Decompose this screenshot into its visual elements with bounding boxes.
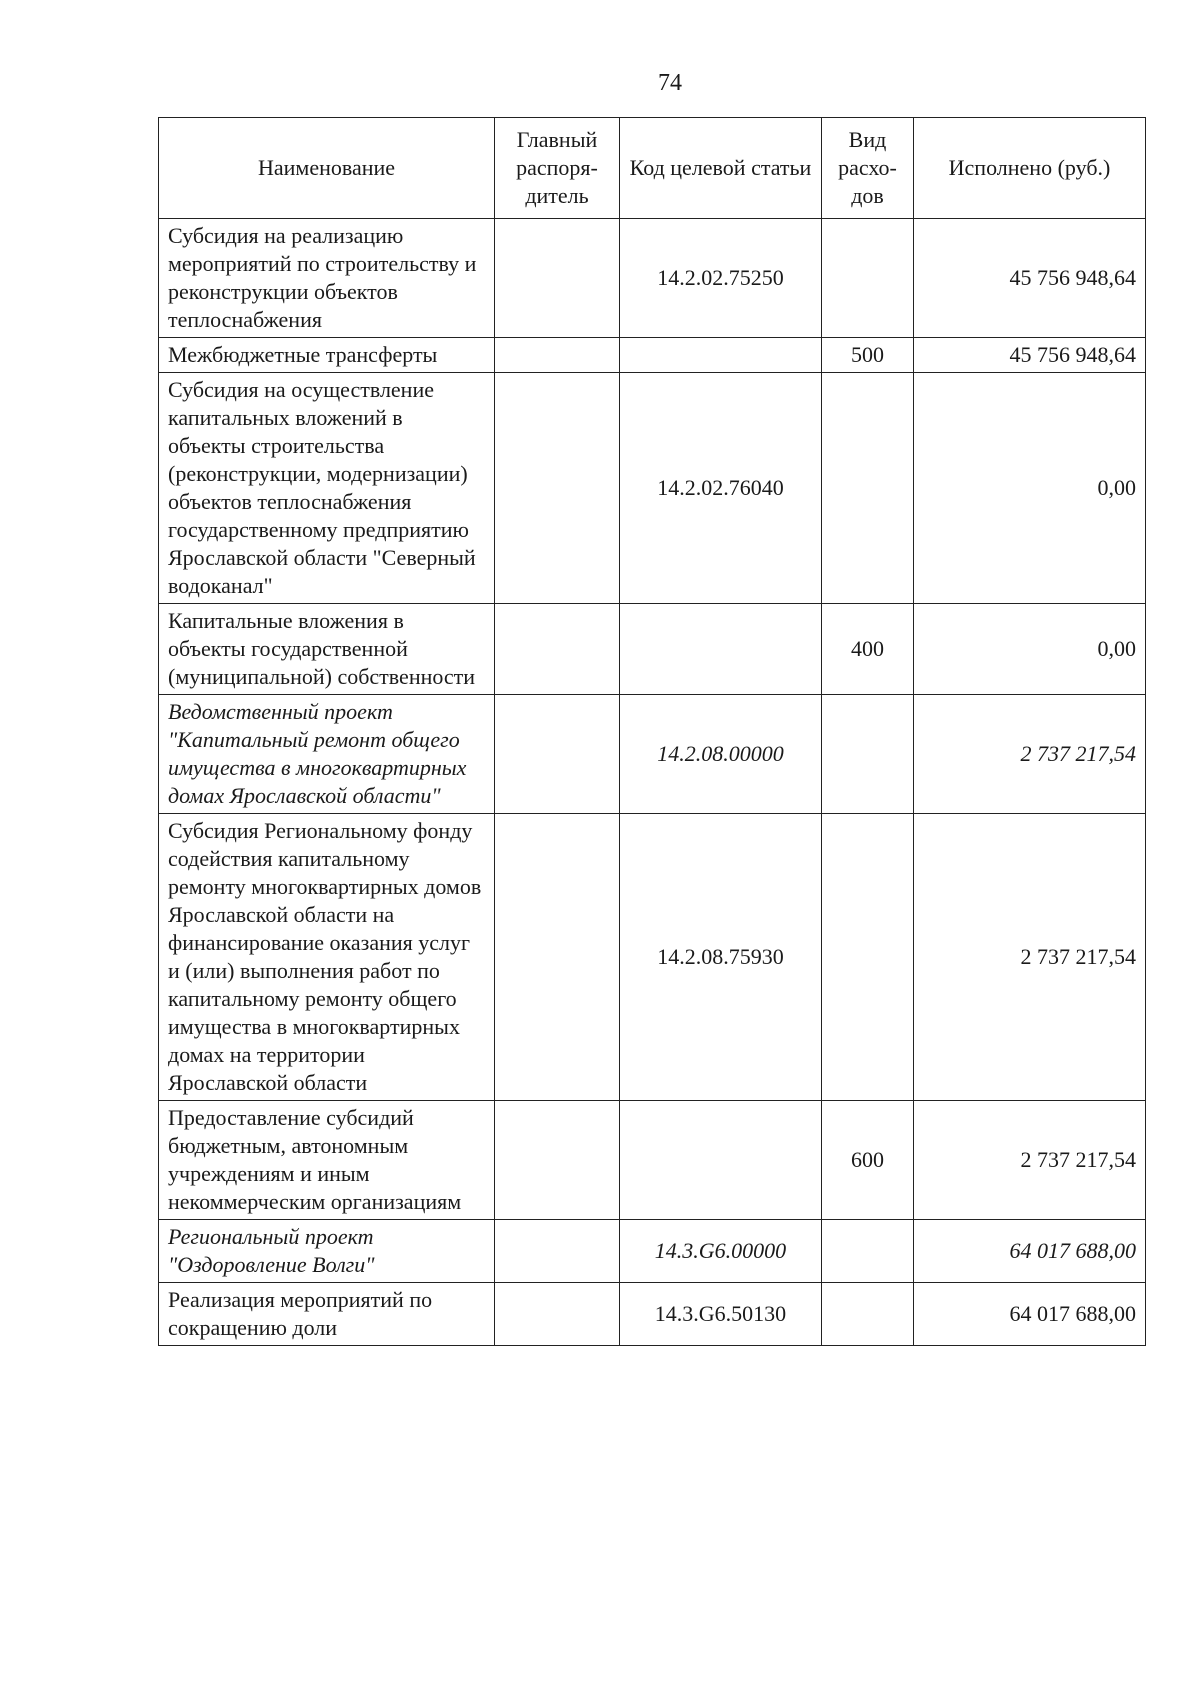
cell-type: 500 bbox=[822, 338, 914, 373]
header-manager: Главный распоря-дитель bbox=[495, 118, 620, 219]
cell-manager bbox=[495, 604, 620, 695]
cell-amount: 0,00 bbox=[914, 604, 1146, 695]
cell-name: Региональный проект "Оздоровление Волги" bbox=[159, 1220, 495, 1283]
cell-amount: 2 737 217,54 bbox=[914, 814, 1146, 1101]
cell-amount: 2 737 217,54 bbox=[914, 695, 1146, 814]
cell-type bbox=[822, 1283, 914, 1346]
cell-type: 400 bbox=[822, 604, 914, 695]
cell-name: Капитальные вложения в объекты государственной (муниципальной) собственности bbox=[159, 604, 495, 695]
budget-table bbox=[158, 117, 1146, 1346]
table-row bbox=[159, 1283, 1146, 1346]
cell-code bbox=[620, 1101, 822, 1220]
cell-name: Реализация мероприятий по сокращению доли bbox=[159, 1283, 495, 1346]
cell-manager bbox=[495, 373, 620, 604]
cell-code: 14.2.02.75250 bbox=[620, 219, 822, 338]
table-row bbox=[159, 1220, 1146, 1283]
cell-code: 14.2.08.00000 bbox=[620, 695, 822, 814]
header-name: Наименование bbox=[159, 118, 495, 219]
cell-amount: 45 756 948,64 bbox=[914, 219, 1146, 338]
cell-amount: 64 017 688,00 bbox=[914, 1283, 1146, 1346]
cell-code bbox=[620, 604, 822, 695]
cell-manager bbox=[495, 695, 620, 814]
cell-name: Межбюджетные трансферты bbox=[159, 338, 495, 373]
cell-name: Ведомственный проект "Капитальный ремонт общего имущества в многоквартирных домах Ярославской области" bbox=[159, 695, 495, 814]
cell-type bbox=[822, 373, 914, 604]
cell-code: 14.2.08.75930 bbox=[620, 814, 822, 1101]
cell-type bbox=[822, 695, 914, 814]
cell-type bbox=[822, 1220, 914, 1283]
cell-manager bbox=[495, 338, 620, 373]
header-amount: Исполнено (руб.) bbox=[914, 118, 1146, 219]
cell-code: 14.3.G6.50130 bbox=[620, 1283, 822, 1346]
header-type: Вид расхо-дов bbox=[822, 118, 914, 219]
table-row bbox=[159, 1101, 1146, 1220]
cell-manager bbox=[495, 219, 620, 338]
cell-code: 14.3.G6.00000 bbox=[620, 1220, 822, 1283]
cell-type bbox=[822, 219, 914, 338]
table-row bbox=[159, 695, 1146, 814]
table-row bbox=[159, 604, 1146, 695]
table-body bbox=[159, 219, 1146, 1346]
cell-manager bbox=[495, 1283, 620, 1346]
cell-type bbox=[822, 814, 914, 1101]
cell-amount: 45 756 948,64 bbox=[914, 338, 1146, 373]
page-number: 74 bbox=[658, 70, 682, 96]
table-row bbox=[159, 219, 1146, 338]
cell-manager bbox=[495, 814, 620, 1101]
cell-type: 600 bbox=[822, 1101, 914, 1220]
table-row bbox=[159, 814, 1146, 1101]
cell-name: Предоставление субсидий бюджетным, автономным учреждениям и иным некоммерческим организациям bbox=[159, 1101, 495, 1220]
cell-name: Субсидия Региональному фонду содействия капитальному ремонту многоквартирных домов Ярославской области на финансирование оказания услуг и (или) выполнения работ по капитальному ремонту общего имущества в многоквартирных домах на территории Ярославской области bbox=[159, 814, 495, 1101]
cell-code bbox=[620, 338, 822, 373]
header-code: Код целевой статьи bbox=[620, 118, 822, 219]
cell-amount: 0,00 bbox=[914, 373, 1146, 604]
cell-amount: 64 017 688,00 bbox=[914, 1220, 1146, 1283]
cell-name: Субсидия на осуществление капитальных вложений в объекты строительства (реконструкции, модернизации) объектов теплоснабжения государственному предприятию Ярославской области "Северный водоканал" bbox=[159, 373, 495, 604]
table-row bbox=[159, 338, 1146, 373]
cell-amount: 2 737 217,54 bbox=[914, 1101, 1146, 1220]
cell-manager bbox=[495, 1101, 620, 1220]
table-header-row bbox=[159, 118, 1146, 219]
table-row bbox=[159, 373, 1146, 604]
cell-manager bbox=[495, 1220, 620, 1283]
cell-name: Субсидия на реализацию мероприятий по строительству и реконструкции объектов теплоснабжения bbox=[159, 219, 495, 338]
cell-code: 14.2.02.76040 bbox=[620, 373, 822, 604]
